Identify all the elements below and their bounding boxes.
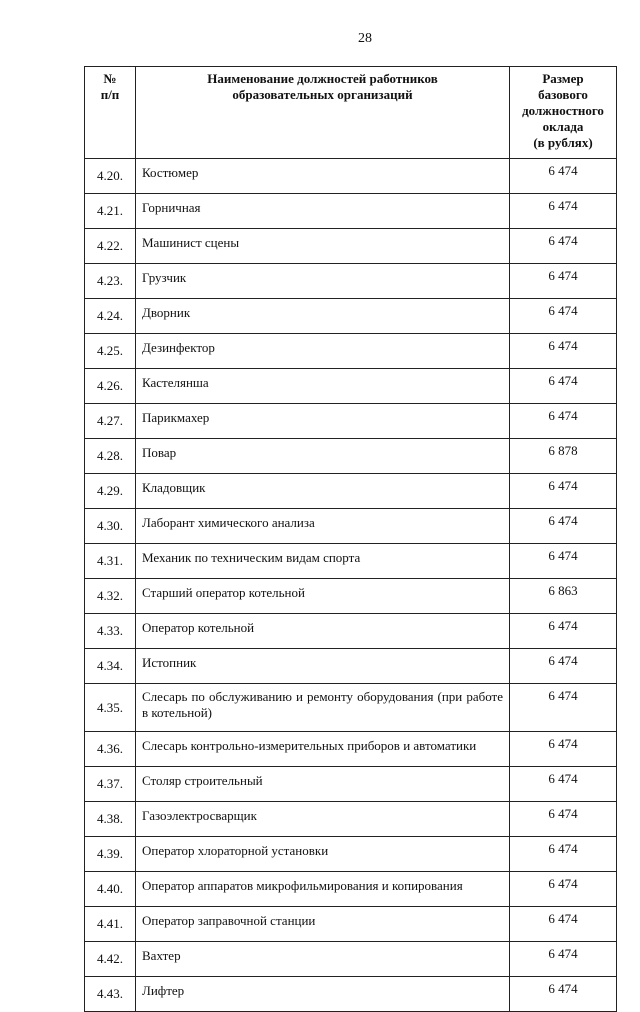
base-salary: 6 474 [510, 872, 617, 907]
table-body [85, 159, 617, 1012]
row-number: 4.24. [85, 299, 136, 334]
row-number: 4.35. [85, 684, 136, 732]
header-salary [510, 67, 617, 159]
table-row [85, 334, 617, 369]
row-number: 4.32. [85, 579, 136, 614]
base-salary: 6 863 [510, 579, 617, 614]
table-row [85, 732, 617, 767]
position-name: Дезинфектор [136, 334, 510, 369]
position-name: Слесарь контрольно-измерительных приборов и автоматики [136, 732, 510, 767]
table-row [85, 614, 617, 649]
position-name: Парикмахер [136, 404, 510, 439]
table-header-row [85, 67, 617, 159]
base-salary: 6 474 [510, 767, 617, 802]
table-row [85, 977, 617, 1012]
base-salary: 6 474 [510, 544, 617, 579]
table-row [85, 684, 617, 732]
row-number: 4.29. [85, 474, 136, 509]
base-salary: 6 474 [510, 264, 617, 299]
base-salary: 6 474 [510, 649, 617, 684]
header-num [85, 67, 136, 159]
row-number: 4.40. [85, 872, 136, 907]
header-salary-line: оклада [542, 119, 584, 134]
base-salary: 6 474 [510, 837, 617, 872]
row-number: 4.43. [85, 977, 136, 1012]
base-salary: 6 474 [510, 474, 617, 509]
header-salary-line: (в рублях) [533, 135, 593, 150]
base-salary: 6 474 [510, 229, 617, 264]
table-row [85, 579, 617, 614]
position-name: Машинист сцены [136, 229, 510, 264]
position-name: Истопник [136, 649, 510, 684]
header-num-line: № [103, 71, 117, 86]
table-row [85, 229, 617, 264]
position-name: Оператор котельной [136, 614, 510, 649]
table-row [85, 649, 617, 684]
position-name: Кастелянша [136, 369, 510, 404]
position-name: Газоэлектросварщик [136, 802, 510, 837]
table-row [85, 802, 617, 837]
base-salary: 6 474 [510, 907, 617, 942]
position-name: Костюмер [136, 159, 510, 194]
base-salary: 6 474 [510, 509, 617, 544]
row-number: 4.26. [85, 369, 136, 404]
base-salary: 6 878 [510, 439, 617, 474]
row-number: 4.20. [85, 159, 136, 194]
position-name: Лифтер [136, 977, 510, 1012]
header-salary-line: базового [538, 87, 588, 102]
row-number: 4.42. [85, 942, 136, 977]
header-position-name-line: образовательных организаций [232, 87, 413, 102]
table-row [85, 942, 617, 977]
table-row [85, 544, 617, 579]
row-number: 4.25. [85, 334, 136, 369]
base-salary: 6 474 [510, 194, 617, 229]
position-name: Слесарь по обслуживанию и ремонту оборудования (при работе в котельной) [136, 684, 510, 732]
page-number: 28 [358, 31, 372, 46]
row-number: 4.33. [85, 614, 136, 649]
position-name: Горничная [136, 194, 510, 229]
base-salary: 6 474 [510, 299, 617, 334]
row-number: 4.28. [85, 439, 136, 474]
salary-table [84, 66, 617, 1012]
row-number: 4.21. [85, 194, 136, 229]
table-row [85, 439, 617, 474]
base-salary: 6 474 [510, 732, 617, 767]
base-salary: 6 474 [510, 614, 617, 649]
table-row [85, 369, 617, 404]
base-salary: 6 474 [510, 159, 617, 194]
header-num-line: п/п [100, 87, 120, 102]
position-name: Оператор аппаратов микрофильмирования и копирования [136, 872, 510, 907]
row-number: 4.37. [85, 767, 136, 802]
row-number: 4.41. [85, 907, 136, 942]
base-salary: 6 474 [510, 977, 617, 1012]
base-salary: 6 474 [510, 942, 617, 977]
position-name: Старший оператор котельной [136, 579, 510, 614]
table-row [85, 509, 617, 544]
base-salary: 6 474 [510, 404, 617, 439]
table-row [85, 194, 617, 229]
row-number: 4.22. [85, 229, 136, 264]
position-name: Дворник [136, 299, 510, 334]
row-number: 4.34. [85, 649, 136, 684]
header-position-name [136, 67, 510, 159]
header-position-name-line: Наименование должностей работников [207, 71, 438, 86]
row-number: 4.39. [85, 837, 136, 872]
table-row [85, 837, 617, 872]
position-name: Оператор хлораторной установки [136, 837, 510, 872]
position-name: Столяр строительный [136, 767, 510, 802]
position-name: Лаборант химического анализа [136, 509, 510, 544]
base-salary: 6 474 [510, 334, 617, 369]
base-salary: 6 474 [510, 684, 617, 732]
row-number: 4.30. [85, 509, 136, 544]
position-name: Грузчик [136, 264, 510, 299]
header-salary-line: Размер [542, 71, 584, 86]
table-row [85, 907, 617, 942]
base-salary: 6 474 [510, 369, 617, 404]
header-salary-line: должностного [522, 103, 604, 118]
position-name: Кладовщик [136, 474, 510, 509]
position-name: Оператор заправочной станции [136, 907, 510, 942]
table-row [85, 404, 617, 439]
row-number: 4.31. [85, 544, 136, 579]
table-row [85, 299, 617, 334]
row-number: 4.36. [85, 732, 136, 767]
row-number: 4.38. [85, 802, 136, 837]
row-number: 4.23. [85, 264, 136, 299]
table-row [85, 264, 617, 299]
table-row [85, 872, 617, 907]
table-row [85, 159, 617, 194]
table-row [85, 474, 617, 509]
row-number: 4.27. [85, 404, 136, 439]
position-name: Повар [136, 439, 510, 474]
base-salary: 6 474 [510, 802, 617, 837]
position-name: Вахтер [136, 942, 510, 977]
position-name: Механик по техническим видам спорта [136, 544, 510, 579]
table-row [85, 767, 617, 802]
